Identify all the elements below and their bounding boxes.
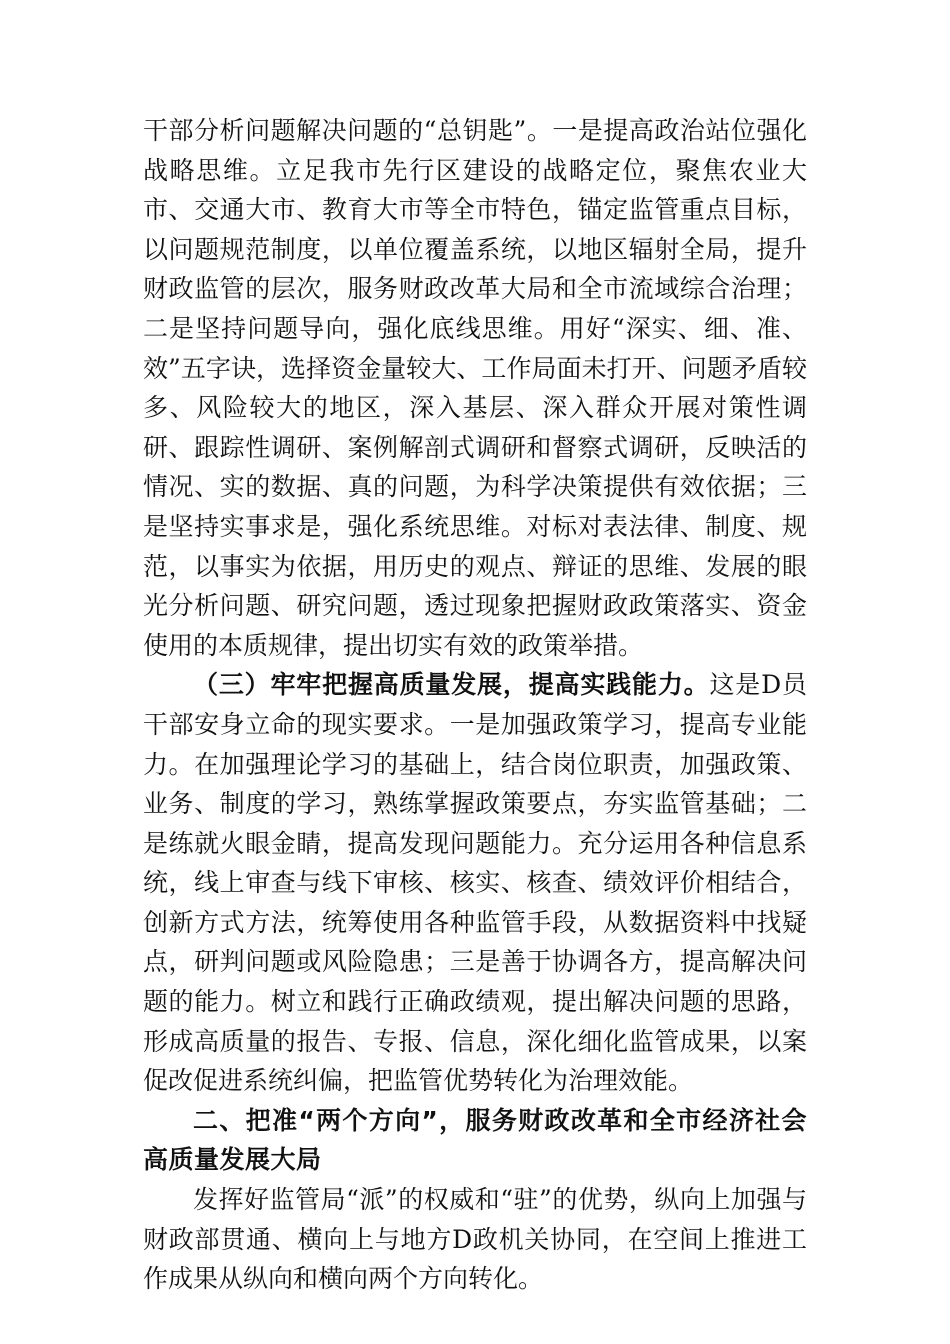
body-paragraph: 发挥好监管局“派”的权威和“驻”的优势，纵向上加强与财政部贯通、横向上与地方D政机关协同，在空间上推进工作成果从纵向和横向两个方向转化。 — [143, 1185, 807, 1294]
section-heading: 二、把准“两个方向”，服务财政改革和全市经济社会高质量发展大局 — [143, 1105, 807, 1175]
section-lead: （三）牢牢把握高质量发展，提高实践能力。 — [193, 670, 710, 700]
body-paragraph: 干部分析问题解决问题的“总钥匙”。一是提高政治站位强化战略思维。立足我市先行区建设的战略定位，聚焦农业大市、交通大市、教育大市等全市特色，锚定监管重点目标，以问题规范制度，以单位覆盖系统，以地区辐射全局，提升财政监管的层次，服务财政改革大局和全市流域综合治理；二是坚持问题导向，强化底线思维。用好“深实、细、准、效”五字诀，选择资金量较大、工作局面未打开、问题矛盾较多、风险较大的地区，深入基层、深入群众开展对策性调研、跟踪性调研、案例解剖式调研和督察式调研，反映活的情况、实的数据、真的问题，为科学决策提供有效依据；三是坚持实事求是，强化系统思维。对标对表法律、制度、规范，以事实为依据，用历史的观点、辩证的思维、发展的眼光分析问题、研究问题，透过现象把握财政政策落实、资金使用的本质规律，提出切实有效的政策举措。 — [143, 116, 807, 660]
document-body — [143, 111, 807, 1299]
body-paragraph — [143, 665, 807, 1101]
section-body: 这是D员干部安身立命的现实要求。一是加强政策学习，提高专业能力。在加强理论学习的基础上，结合岗位职责，加强政策、业务、制度的学习，熟练掌握政策要点，夯实监管基础；二是练就火眼金睛，提高发现问题能力。充分运用各种信息系统，线上审查与线下审核、核实、核查、绩效评价相结合，创新方式方法，统筹使用各种监管手段，从数据资料中找疑点，研判问题或风险隐患；三是善于协调各方，提高解决问题的能力。树立和践行正确政绩观，提出解决问题的思路，形成高质量的报告、专报、信息，深化细化监管成果，以案促改促进系统纠偏，把监管优势转化为治理效能。 — [143, 670, 807, 1096]
